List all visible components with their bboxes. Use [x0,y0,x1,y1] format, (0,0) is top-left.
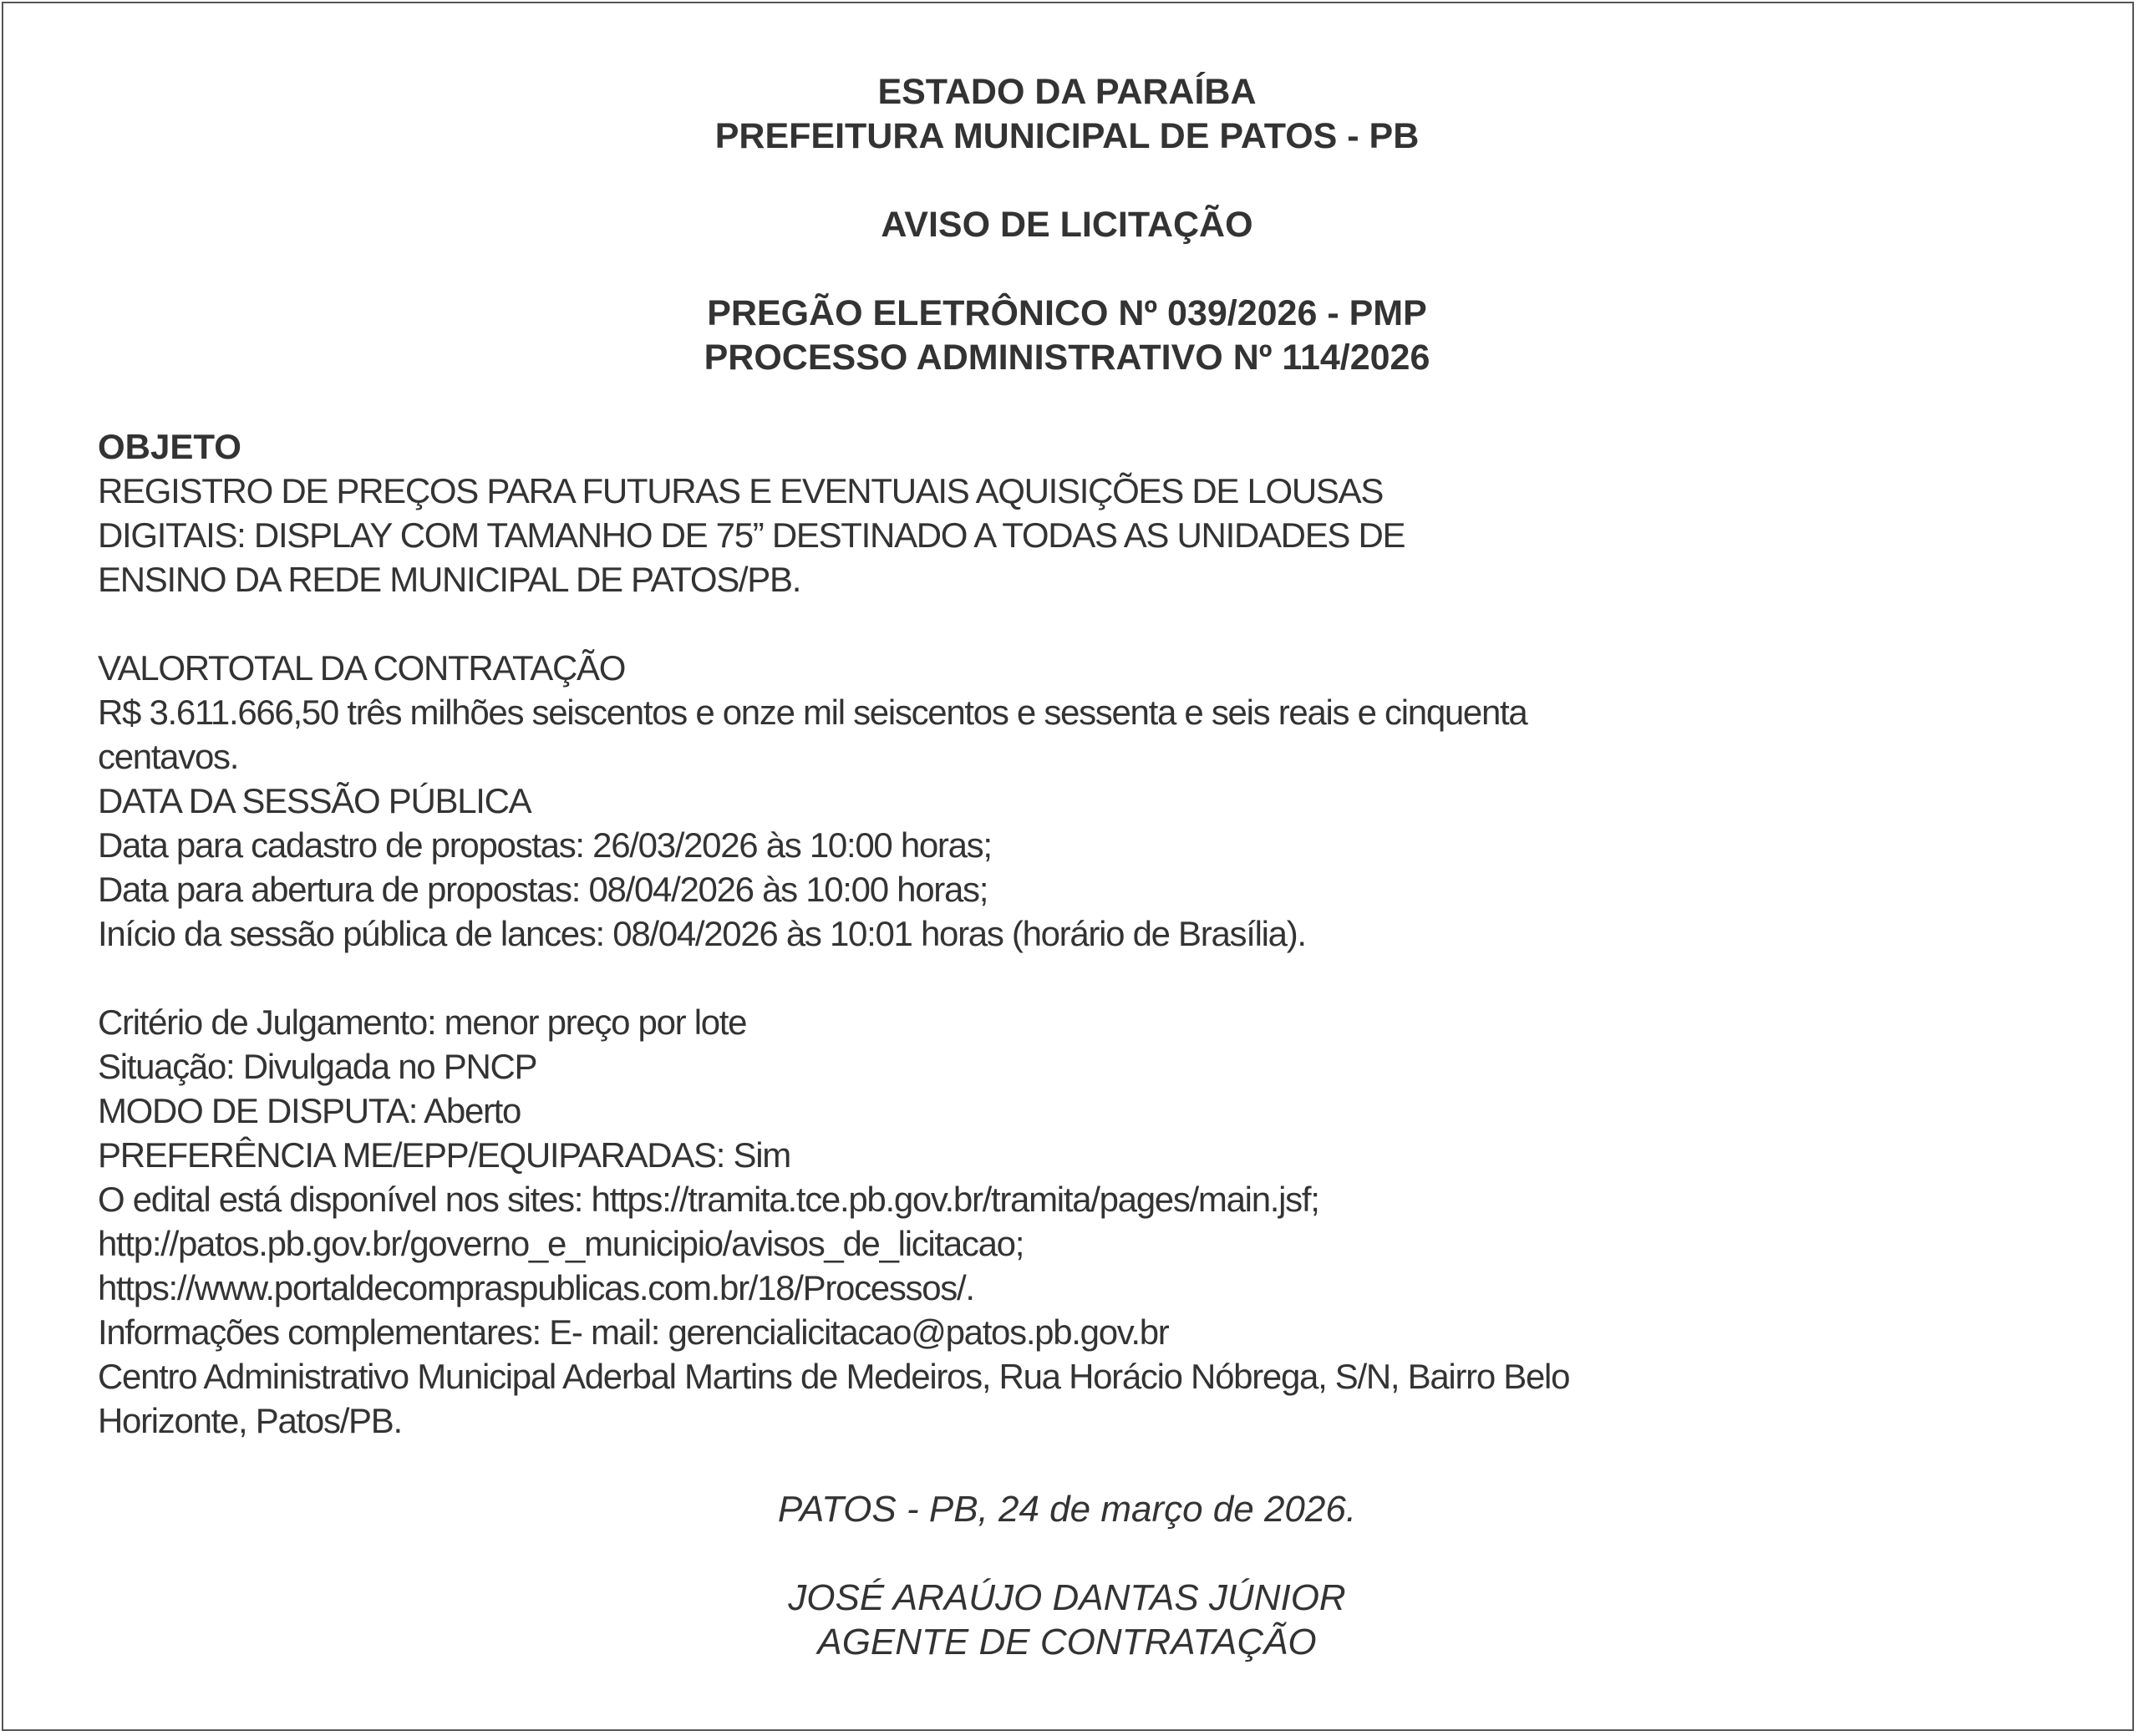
value-heading: VALORTOTAL DA CONTRATAÇÃO [98,648,626,688]
value-line: R$ 3.611.666,50 três milhões seiscentos e onze mil seiscentos e sessenta e seis reais e cinquenta [98,693,1527,732]
auction-number: PREGÃO ELETRÔNICO Nº 039/2026 - PMP [707,293,1427,333]
detail-line: Horizonte, Patos/PB. [98,1401,402,1440]
process-number: PROCESSO ADMINISTRATIVO Nº 114/2026 [704,338,1430,378]
place-date: PATOS - PB, 24 de março de 2026. [777,1489,1357,1530]
detail-line: O edital está disponível nos sites: https://tramita.tce.pb.gov.br/tramita/pages/main.jsf; [98,1180,1319,1219]
object-line: DIGITAIS: DISPLAY COM TAMANHO DE 75” DESTINADO A TODAS AS UNIDADES DE [98,515,1405,555]
state-name: ESTADO DA PARAÍBA [877,72,1257,112]
session-line: Início da sessão pública de lances: 08/04/2026 às 10:01 horas (horário de Brasília). [98,914,1306,953]
detail-line: https://www.portaldecompraspublicas.com.br/18/Processos/. [98,1268,974,1307]
detail-line: MODO DE DISPUTA: Aberto [98,1091,521,1130]
value-line: centavos. [98,737,239,776]
session-heading: DATA DA SESSÃO PÚBLICA [98,781,531,820]
notice-footer [98,1487,2036,1664]
detail-line: Informações complementares: E- mail: gerencialicitacao@patos.pb.gov.br [98,1312,1169,1352]
detail-line: PREFERÊNCIA ME/EPP/EQUIPARADAS: Sim [98,1135,790,1175]
object-line: ENSINO DA REDE MUNICIPAL DE PATOS/PB. [98,560,801,599]
details-section [98,1000,2036,1443]
value-section [98,646,2036,779]
detail-line: Situação: Divulgada no PNCP [98,1047,537,1086]
detail-line: Centro Administrativo Municipal Aderbal Martins de Medeiros, Rua Horácio Nóbrega, S/N, Bairro Belo [98,1357,1570,1396]
object-heading: OBJETO [98,427,241,466]
notice-document [98,70,2036,1664]
detail-line: http://patos.pb.gov.br/governo_e_municipio/avisos_de_licitacao; [98,1224,1024,1263]
detail-line: Critério de Julgamento: menor preço por lote [98,1003,747,1042]
session-section [98,779,2036,956]
notice-header [98,70,2036,380]
object-section [98,424,2036,602]
municipality-name: PREFEITURA MUNICIPAL DE PATOS - PB [714,116,1420,156]
session-line: Data para abertura de propostas: 08/04/2026 às 10:00 horas; [98,870,988,909]
signer-name: JOSÉ ARAÚJO DANTAS JÚNIOR [788,1577,1346,1618]
notice-title: AVISO DE LICITAÇÃO [881,205,1253,245]
signer-role: AGENTE DE CONTRATAÇÃO [817,1622,1317,1662]
session-line: Data para cadastro de propostas: 26/03/2026 às 10:00 horas; [98,825,992,865]
object-line: REGISTRO DE PREÇOS PARA FUTURAS E EVENTUAIS AQUISIÇÕES DE LOUSAS [98,471,1384,510]
